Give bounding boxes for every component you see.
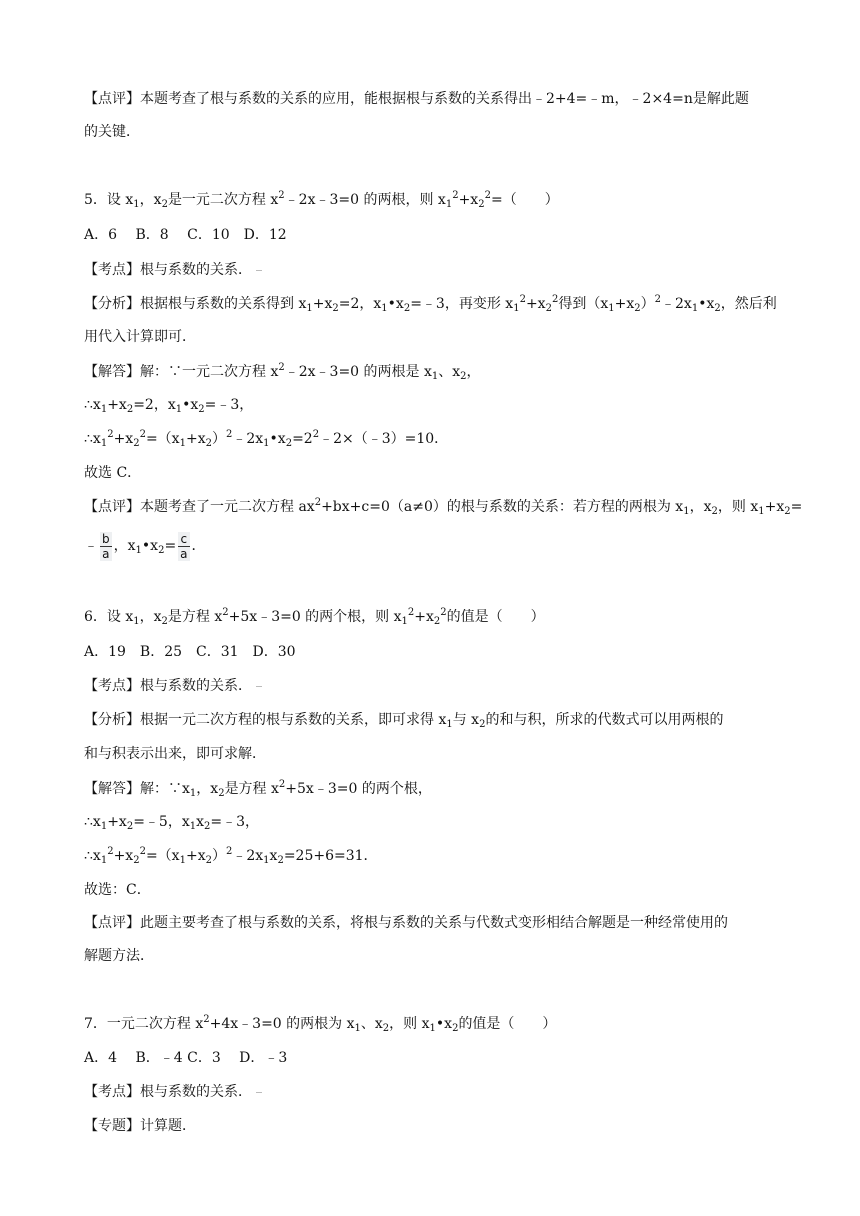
sub: 2 — [218, 788, 225, 799]
text: ，x — [113, 538, 136, 554]
numerator: c — [178, 532, 189, 547]
sub: 1 — [758, 506, 765, 517]
sub: 1 — [135, 545, 142, 556]
text: ﹣2×（﹣3）=10． — [319, 431, 449, 447]
text: ﹣2x — [232, 848, 264, 864]
sub: 1 — [133, 199, 140, 210]
q6-answer-line-3 — [84, 846, 378, 866]
text: =﹣3，再变形 x — [410, 296, 514, 312]
text: 【考点】根与系数的关系． — [84, 678, 252, 694]
sub: 2 — [433, 616, 441, 627]
text: =25+6=31． — [283, 848, 378, 864]
sup: 2 — [407, 607, 415, 618]
sub: 2 — [714, 303, 721, 314]
text: =2，x — [338, 296, 382, 312]
sub: 2 — [133, 855, 140, 866]
sup: 2 — [222, 607, 229, 618]
text: +x — [458, 192, 479, 208]
text: =2，x — [133, 397, 176, 413]
text: 、x — [438, 364, 461, 380]
q5-analysis-line-2: 用代入计算即可． — [84, 329, 196, 345]
text: ∴x — [84, 814, 101, 830]
mark — [256, 686, 262, 687]
sub: 1 — [189, 821, 197, 832]
sub: 2 — [460, 371, 467, 382]
text: = — [164, 538, 177, 554]
sub: 1 — [133, 616, 140, 627]
text: =2 — [292, 431, 313, 447]
sub: 1 — [179, 855, 186, 866]
text: ，x — [196, 781, 219, 797]
intro-comment-line-2: 的关键． — [84, 124, 140, 140]
text: +x — [113, 848, 134, 864]
q5-stem — [84, 190, 559, 210]
text: +5x﹣3=0 的两个根， — [285, 781, 432, 797]
text: +x — [185, 431, 206, 447]
sub: 2 — [545, 303, 552, 314]
text: x — [269, 848, 278, 864]
sub: 1 — [100, 404, 108, 415]
sup: 2 — [312, 429, 320, 440]
text: =（x — [145, 848, 180, 864]
sub: 2 — [452, 1023, 459, 1034]
q6-analysis-line-2: 和与积表示出来，即可求解． — [84, 746, 266, 762]
sup: 2 — [139, 846, 146, 857]
text: ，则 x — [389, 1016, 430, 1032]
text: x — [196, 814, 205, 830]
mark — [256, 1092, 262, 1093]
text: •x — [182, 397, 199, 413]
text: •x — [387, 296, 404, 312]
sub: 1 — [179, 438, 186, 449]
sub: 2 — [133, 438, 140, 449]
sub: 2 — [204, 821, 211, 832]
sub: 1 — [263, 438, 270, 449]
sub: 2 — [205, 855, 212, 866]
sup: 2 — [225, 429, 233, 440]
text: +x — [107, 397, 127, 413]
sup: 2 — [139, 429, 146, 440]
q6-answer-line-2 — [84, 812, 259, 832]
sub: 2 — [198, 404, 205, 415]
q5-number: 5．设 — [84, 192, 121, 208]
q5-answer-line-3 — [84, 429, 448, 449]
text: •x — [435, 1016, 453, 1032]
text: 【考点】根与系数的关系． — [84, 1084, 252, 1100]
q5-kaodian — [84, 260, 262, 280]
sub: 1 — [446, 719, 453, 730]
sub: 2 — [161, 199, 168, 210]
text: ﹣2x﹣3=0 的两根是 x — [284, 364, 432, 380]
q7-kaodian — [84, 1082, 262, 1102]
q5-answer-line-1 — [84, 362, 481, 382]
text: +x — [764, 499, 785, 515]
numerator: b — [102, 531, 110, 546]
sub: 1 — [445, 199, 453, 210]
text: ，x — [139, 192, 162, 208]
text: •x — [698, 296, 715, 312]
sup: 2 — [278, 190, 285, 201]
sub: 1 — [189, 788, 197, 799]
text: 是一元二次方程 x — [167, 192, 279, 208]
text: 是方程 x — [167, 609, 223, 625]
sub: 2 — [158, 545, 165, 556]
sub: 2 — [382, 1023, 390, 1034]
q5-options: A．6 B．8 C．10 D．12 — [84, 227, 287, 243]
q6-comment-line-1: 【点评】此题主要考查了根与系数的关系，将根与系数的关系与代数式变形相结合解题是一种经常使用的 — [84, 915, 728, 931]
sup: 2 — [452, 190, 459, 201]
sub: 1 — [608, 303, 615, 314]
text: x — [125, 192, 134, 208]
text: 的值是（ ） — [446, 609, 545, 625]
text: +4x﹣3=0 的两根为 x — [209, 1016, 355, 1032]
sub: 2 — [784, 506, 791, 517]
sup: 2 — [278, 779, 286, 790]
text: 【解答】解：∵x — [84, 781, 190, 797]
sub: 1 — [175, 404, 183, 415]
text: ﹣ — [84, 538, 98, 554]
sub: 2 — [205, 438, 212, 449]
text: ） — [211, 431, 226, 447]
text: ﹣2x — [661, 296, 692, 312]
sub: 2 — [711, 506, 718, 517]
text: 与 x — [452, 712, 480, 728]
text: 【解答】解：∵一元二次方程 x — [84, 364, 279, 380]
fraction-b-over-a — [100, 532, 112, 561]
sub: 1 — [683, 506, 690, 517]
text: +x — [414, 609, 434, 625]
sub: 1 — [100, 821, 108, 832]
sub: 2 — [277, 855, 284, 866]
text: +x — [113, 431, 134, 447]
text: +5x﹣3=0 的两个根，则 x — [228, 609, 402, 625]
sup: 2 — [519, 294, 526, 305]
text: +bx+c=0（a≠0）的根与系数的关系：若方程的两根为 x — [321, 499, 684, 515]
sub: 1 — [100, 438, 108, 449]
sub: 2 — [403, 303, 411, 314]
q7-options: A．4 B．﹣4 C．3 D．﹣3 — [84, 1050, 288, 1066]
text: ，然后利 — [720, 296, 777, 312]
text: 是方程 x — [224, 781, 279, 797]
sub: 1 — [263, 855, 270, 866]
sub: 1 — [513, 303, 520, 314]
sub: 1 — [429, 1023, 436, 1034]
text: =﹣3， — [210, 814, 260, 830]
sub: 2 — [285, 438, 293, 449]
text: ∴x — [84, 848, 101, 864]
text: +x — [614, 296, 635, 312]
q5-answer-line-2 — [84, 395, 253, 415]
sub: 2 — [634, 303, 641, 314]
q5-choice: 故选 C． — [84, 465, 142, 481]
q6-kaodian — [84, 676, 262, 696]
q5-analysis-line-1 — [84, 294, 777, 314]
text: +x — [312, 296, 333, 312]
text: ，x — [689, 499, 712, 515]
text: 【分析】根据一元二次方程的根与系数的关系，即可求得 x — [84, 712, 447, 728]
text: ，x — [139, 609, 162, 625]
text: =（ ） — [490, 192, 559, 208]
q5-comment-line-1 — [84, 497, 802, 517]
sup: 2 — [203, 1014, 210, 1025]
sup: 2 — [654, 294, 661, 305]
mark — [256, 270, 262, 271]
sub: 2 — [161, 616, 168, 627]
sub: 2 — [126, 404, 134, 415]
q6-options: A．19 B．25 C．31 D．30 — [84, 644, 296, 660]
text: ） — [211, 848, 226, 864]
sup: 2 — [107, 429, 114, 440]
sub: 2 — [126, 821, 134, 832]
text: 6．设 x — [84, 609, 134, 625]
text: 7．一元二次方程 x — [84, 1016, 204, 1032]
text: +x — [185, 848, 206, 864]
text: ﹣2x — [232, 431, 264, 447]
text: =﹣5，x — [133, 814, 190, 830]
text: 的值是（ ） — [458, 1016, 557, 1032]
text: +x — [525, 296, 546, 312]
denominator: a — [100, 547, 112, 561]
text: =（x — [145, 431, 180, 447]
text: ﹣2x﹣3=0 的两根，则 x — [284, 192, 446, 208]
q6-analysis-line-1 — [84, 710, 723, 730]
fraction-c-over-a — [178, 532, 189, 561]
sup: 2 — [484, 190, 491, 201]
sub: 1 — [354, 1023, 361, 1034]
text: •x — [269, 431, 286, 447]
sup: 2 — [107, 846, 114, 857]
sub: 1 — [381, 303, 388, 314]
sup: 2 — [314, 497, 322, 508]
sup: 2 — [225, 846, 233, 857]
text: 得到（x — [558, 296, 609, 312]
q6-stem — [84, 607, 545, 627]
intro-comment-line-1: 【点评】本题考查了根与系数的关系的应用，能根据根与系数的关系得出﹣2+4=﹣m，﹣2×4=n是解此题 — [84, 91, 749, 107]
text: 、x — [360, 1016, 383, 1032]
q5-comment-line-2 — [84, 530, 206, 562]
text: •x — [141, 538, 159, 554]
sub: 1 — [691, 303, 699, 314]
text: 【考点】根与系数的关系． — [84, 262, 252, 278]
sup: 2 — [278, 362, 285, 373]
q7-zhuanti: 【专题】计算题． — [84, 1118, 196, 1134]
sub: 1 — [401, 616, 408, 627]
text: ． — [191, 538, 206, 554]
q6-answer-line-1 — [84, 779, 432, 799]
text: 的和与积，所求的代数式可以用两根的 — [485, 712, 724, 728]
sup: 2 — [551, 294, 559, 305]
text: ） — [640, 296, 655, 312]
denominator: a — [180, 546, 188, 561]
text: 【点评】本题考查了一元二次方程 ax — [84, 499, 315, 515]
q6-choice: 故选：C． — [84, 882, 151, 898]
sub: 1 — [306, 303, 313, 314]
q7-stem — [84, 1014, 556, 1034]
text: ∴x — [84, 397, 101, 413]
text: +x — [107, 814, 127, 830]
sub: 2 — [332, 303, 339, 314]
text: ∴x — [84, 431, 101, 447]
sub: 1 — [431, 371, 439, 382]
sub: 2 — [479, 719, 486, 730]
text: = — [790, 499, 803, 515]
text: =﹣3， — [204, 397, 254, 413]
sup: 2 — [440, 607, 447, 618]
sub: 2 — [478, 199, 485, 210]
text: ， — [466, 364, 481, 380]
text: ，则 x — [717, 499, 759, 515]
sub: 1 — [100, 855, 108, 866]
text: 【分析】根据根与系数的关系得到 x — [84, 296, 307, 312]
q6-comment-line-2: 解题方法． — [84, 948, 154, 964]
